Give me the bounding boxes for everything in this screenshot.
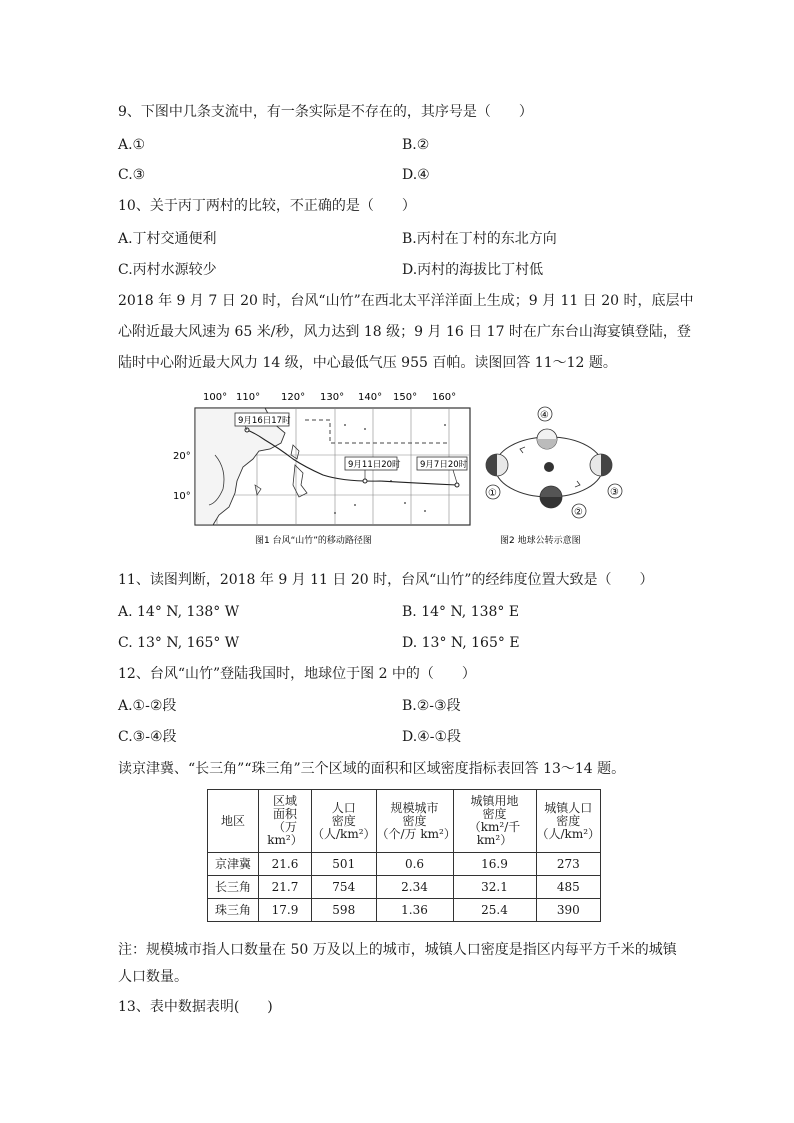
region-density-table xyxy=(207,789,601,922)
q10-option-d: D.丙村的海拔比丁村低 xyxy=(402,262,544,278)
track-point-sep7 xyxy=(455,483,459,487)
q10-option-c: C.丙村水源较少 xyxy=(118,262,217,278)
q12-option-c: C.③-④段 xyxy=(118,729,177,745)
lon-label-120: 120° xyxy=(281,392,306,403)
q10-option-b: B.丙村在丁村的东北方向 xyxy=(402,231,557,247)
table-header-row xyxy=(208,790,601,853)
q13-stem: 13、表中数据表明( ) xyxy=(118,999,273,1015)
header-land-density: 城镇用地 密度 （km²/千 km²） xyxy=(453,790,536,853)
q10-stem: 10、关于丙丁两村的比较，不正确的是（ ） xyxy=(118,198,416,214)
orbit-label-4: ④ xyxy=(540,410,549,421)
q9-stem: 9、下图中几条支流中，有一条实际是不存在的，其序号是（ ） xyxy=(118,104,533,120)
note-line-2: 人口数量。 xyxy=(118,969,188,985)
figure1-caption: 图1 台风“山竹”的移动路径图 xyxy=(255,536,372,546)
q11-option-a: A. 14° N, 138° W xyxy=(118,604,240,620)
orbit-label-3: ③ xyxy=(610,487,619,498)
q12-option-a: A.①-②段 xyxy=(118,698,177,714)
header-city-density: 规模城市 密度 （个/万 km²） xyxy=(376,790,453,853)
passage-line-1: 2018 年 9 月 7 日 20 时，台风“山竹”在西北太平洋洋面上生成；9 月 11 日 20 时，底层中 xyxy=(118,293,694,309)
table-row: 长三角 21.7 754 2.34 32.1 485 xyxy=(208,876,601,899)
q12-option-d: D.④-①段 xyxy=(402,729,462,745)
q12-option-b: B.②-③段 xyxy=(402,698,461,714)
typhoon-track-map xyxy=(173,392,470,546)
q11-stem: 11、读图判断，2018 年 9 月 11 日 20 时，台风“山竹”的经纬度位置大致是（ ） xyxy=(118,572,654,588)
lat-label-10: 10° xyxy=(173,491,191,502)
track-point-sep11 xyxy=(363,479,367,483)
lon-label-150: 150° xyxy=(393,392,418,403)
q9-option-a: A.① xyxy=(118,137,146,153)
passage-line-2: 心附近最大风速为 65 米/秒，风力达到 18 级；9 月 16 日 17 时在广东台山海宴镇登陆，登 xyxy=(118,324,691,340)
track-label-sep11: 9月11日20时 xyxy=(348,460,401,470)
sun xyxy=(544,462,554,472)
orbit-label-1: ① xyxy=(488,488,497,499)
lon-label-110: 110° xyxy=(236,392,261,403)
lon-label-160: 160° xyxy=(432,392,457,403)
q10-option-a: A.丁村交通便利 xyxy=(118,231,217,247)
header-region: 地区 xyxy=(208,790,259,853)
q9-option-d: D.④ xyxy=(402,167,430,183)
header-area: 区域 面积 （万 km²） xyxy=(259,790,312,853)
q11-option-b: B. 14° N, 138° E xyxy=(402,604,520,620)
orbit-label-2: ② xyxy=(574,507,583,518)
q11-option-c: C. 13° N, 165° W xyxy=(118,635,240,651)
lon-label-130: 130° xyxy=(320,392,345,403)
earth-orbit-diagram xyxy=(486,407,622,546)
header-urban-pop-density: 城镇人口 密度 （人/km²） xyxy=(536,790,601,853)
table-intro: 读京津冀、“长三角”“珠三角”三个区域的面积和区域密度指标表回答 13～14 题。 xyxy=(118,761,626,777)
header-pop-density: 人口 密度 （人/km²） xyxy=(312,790,377,853)
lat-label-20: 20° xyxy=(173,451,191,462)
table-row: 珠三角 17.9 598 1.36 25.4 390 xyxy=(208,899,601,922)
figure2-caption: 图2 地球公转示意图 xyxy=(500,536,581,546)
q12-stem: 12、台风“山竹”登陆我国时，地球位于图 2 中的（ ） xyxy=(118,666,476,682)
passage-line-3: 陆时中心附近最大风力 14 级，中心最低气压 955 百帕。读图回答 11～12 题。 xyxy=(118,355,617,371)
figures xyxy=(173,385,619,550)
track-label-sep16: 9月16日17时 xyxy=(238,416,291,426)
track-label-sep7: 9月7日20时 xyxy=(420,460,468,470)
q9-option-c: C.③ xyxy=(118,167,146,183)
lon-label-140: 140° xyxy=(358,392,383,403)
lon-label-100: 100° xyxy=(203,392,228,403)
q11-option-d: D. 13° N, 165° E xyxy=(402,635,520,651)
note-line-1: 注：规模城市指人口数量在 50 万及以上的城市，城镇人口密度是指区内每平方千米的城镇 xyxy=(118,942,677,958)
table-row: 京津冀 21.6 501 0.6 16.9 273 xyxy=(208,853,601,876)
q9-option-b: B.② xyxy=(402,137,430,153)
